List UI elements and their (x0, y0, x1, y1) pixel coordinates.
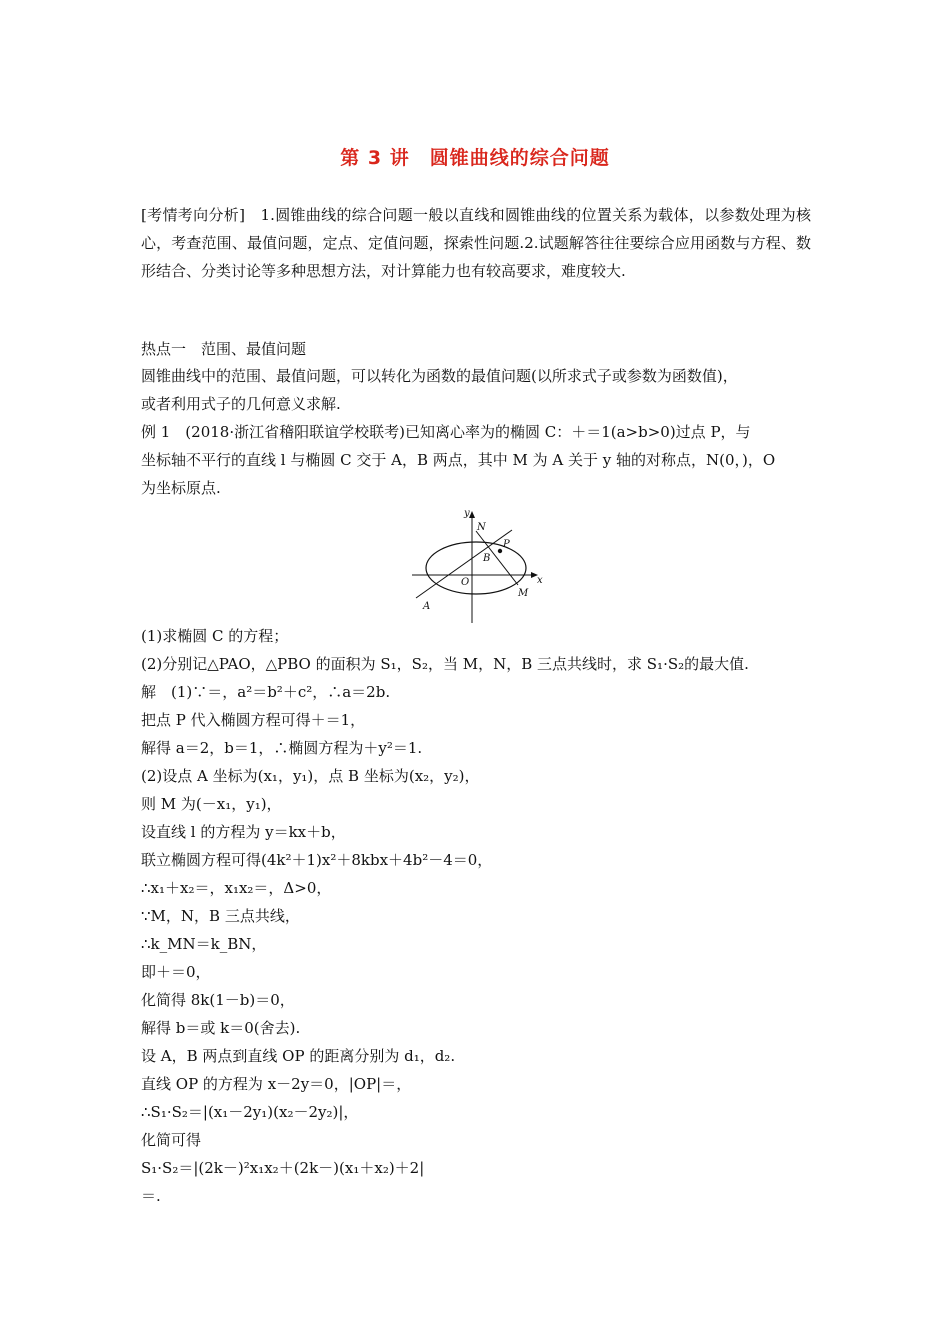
solution-line: 解 (1)∵＝，a²＝b²＋c²，∴a＝2b. (141, 683, 391, 701)
point-p (498, 549, 502, 553)
solution-line: ∴x₁＋x₂＝，x₁x₂＝，Δ>0， (141, 879, 332, 897)
label-o: O (461, 577, 470, 588)
ellipse-diagram (404, 505, 554, 625)
solution-line: 则 M 为(－x₁，y₁)， (141, 795, 282, 813)
label-y: y (464, 508, 470, 519)
question-2: (2)分别记△PAO，△PBO 的面积为 S₁，S₂，当 M，N，B 三点共线时，求 S₁·S₂的最大值. (141, 655, 749, 673)
solution-line: (2)设点 A 坐标为(x₁，y₁)，点 B 坐标为(x₂，y₂)， (141, 767, 480, 785)
label-b: B (483, 553, 491, 564)
ellipse-c (426, 542, 526, 594)
solution-line: 把点 P 代入椭圆方程可得＋＝1， (141, 711, 366, 729)
page-title: 第 3 讲 圆锥曲线的综合问题 (340, 147, 610, 169)
solution-line: ∴k_MN＝k_BN， (141, 935, 267, 953)
ellipse-figure (404, 505, 554, 625)
solution-line: 设直线 l 的方程为 y＝kx＋b， (141, 823, 346, 841)
text-line: 或者利用式子的几何意义求解. (141, 395, 341, 413)
example-line: 为坐标原点. (141, 479, 221, 497)
solution-line: 解得 a＝2，b＝1，∴椭圆方程为＋y²＝1. (141, 739, 423, 757)
text-line: 圆锥曲线中的范围、最值问题，可以转化为函数的最值问题(以所求式子或参数为函数值)， (141, 367, 738, 385)
solution-line: 联立椭圆方程可得(4k²＋1)x²＋8kbx＋4b²－4＝0， (141, 851, 493, 869)
question-1: (1)求椭圆 C 的方程； (141, 627, 289, 645)
solution-line: 化简可得 (141, 1131, 202, 1149)
solution-line: ＝. (141, 1187, 161, 1205)
solution-line: ∴S₁·S₂＝|(x₁－2y₁)(x₂－2y₂)|， (141, 1103, 359, 1121)
hotspot-heading: 热点一 范围、最值问题 (141, 340, 307, 358)
solution-line: 化简得 8k(1－b)＝0， (141, 991, 295, 1009)
label-x: x (537, 575, 543, 586)
solution-line: 直线 OP 的方程为 x－2y＝0，|OP|＝， (141, 1075, 412, 1093)
example-line: 例 1 (2018·浙江省稽阳联谊学校联考)已知离心率为的椭圆 C：＋＝1(a>b>0)过点 P，与 (141, 423, 751, 441)
solution-line: S₁·S₂＝|(2k－)²x₁x₂＋(2k－)(x₁＋x₂)＋2| (141, 1159, 425, 1177)
label-a: A (423, 601, 431, 612)
solution-line: 设 A，B 两点到直线 OP 的距离分别为 d₁，d₂. (141, 1047, 456, 1065)
solution-line: 即＋＝0， (141, 963, 211, 981)
example-line: 坐标轴不平行的直线 l 与椭圆 C 交于 A，B 两点，其中 M 为 A 关于 y 轴的对称点，N(0，)，O (141, 451, 776, 469)
label-n: N (477, 522, 486, 533)
y-axis-arrow (469, 511, 475, 518)
solution-line: ∵M，N，B 三点共线， (141, 907, 300, 925)
label-m: M (518, 588, 529, 599)
solution-line: 解得 b＝或 k＝0(舍去). (141, 1019, 301, 1037)
intro-paragraph: [考情考向分析] 1.圆锥曲线的综合问题一般以直线和圆锥曲线的位置关系为载体，以参数处理为核心，考查范围、最值问题，定点、定值问题，探索性问题.2.试题解答往往要综合应用函数与方程、数形结合、分类讨论等多种思想方法，对计算能力也有较高要求，难度较大. (141, 206, 811, 280)
label-p: P (503, 539, 510, 550)
